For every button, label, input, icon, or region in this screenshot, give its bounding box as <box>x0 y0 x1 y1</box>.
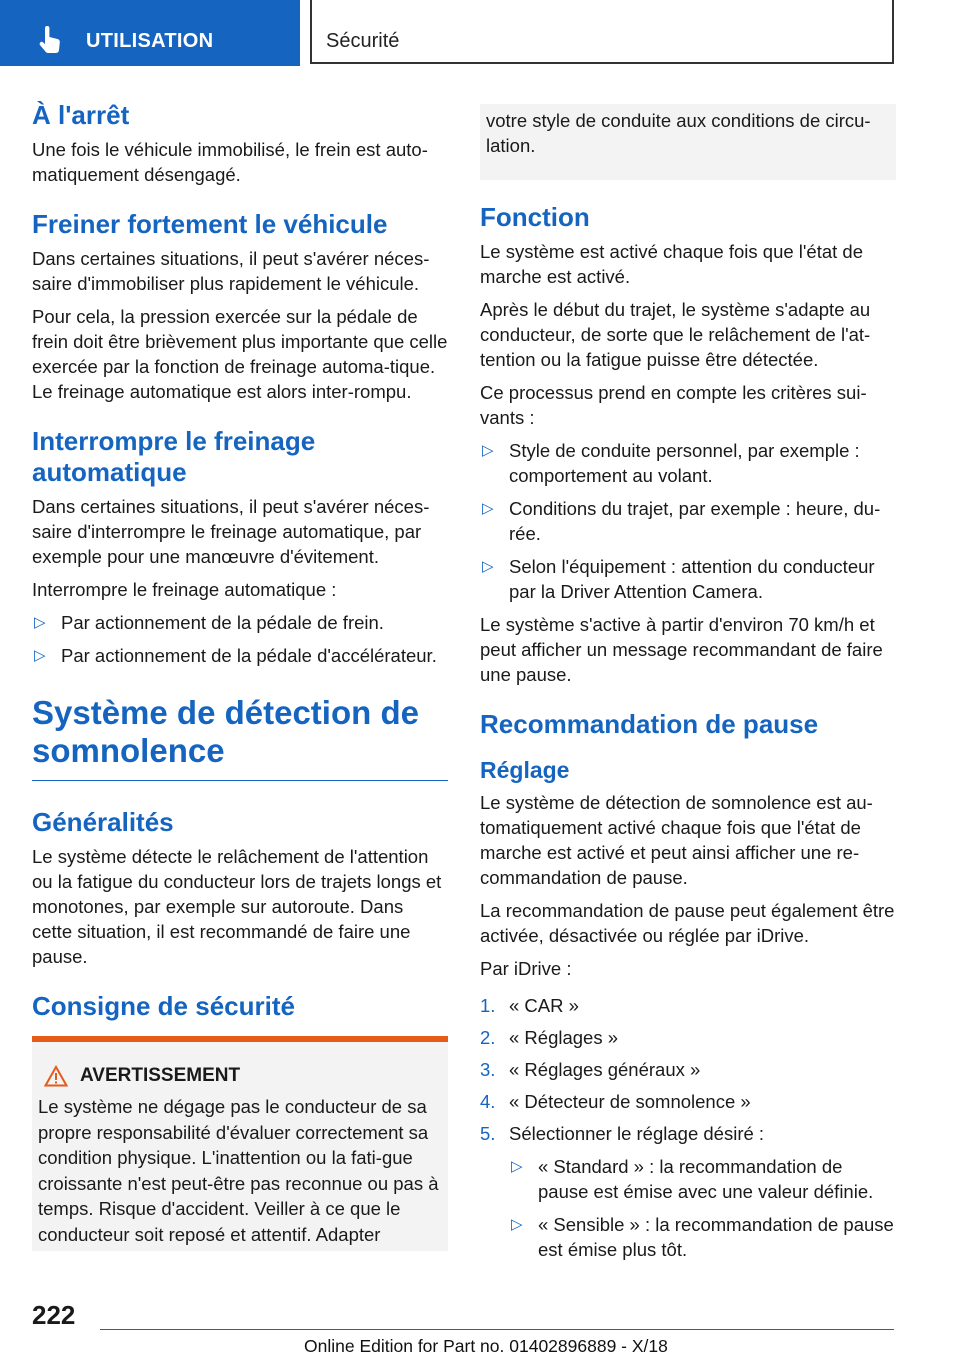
paragraph: Le système détecte le relâchement de l'attention ou la fatigue du conducteur lors de trajets longs et monotones, par exemple sur autoroute. Dans cette situation, il est recommandé de faire une pause. <box>32 846 442 967</box>
heading-stationary: À l'arrêt <box>32 100 130 130</box>
list-item: ▷ Par actionnement de la pédale de frein. <box>34 612 384 633</box>
list-item: ▷ Style de conduite personnel, par exemple : comportement au volant. <box>482 440 860 486</box>
paragraph: Dans certaines situations, il peut s'avérer néces-saire d'interrompre le freinage automatique, par exemple pour une manœuvre d'évitement. <box>32 496 430 567</box>
warning-text: Le système ne dégage pas le conducteur de sa propre responsabilité d'évaluer correctement sa condition physique. L'inattention ou la fati-gue croissante n'est peut-être pas reconnue ou pas à temps. Risque d'accident. Veiller à ce que le conducteur soit reposé et attentif. Adapter <box>38 1096 439 1245</box>
left-column <box>32 100 448 1251</box>
paragraph: Dans certaines situations, il peut s'avérer néces-saire d'immobiliser plus rapidement le véhicule. <box>32 248 430 294</box>
paragraph: Pour cela, la pression exercée sur la pédale de frein doit être brièvement plus importante que celle exercée par la fonction de freinage automa-tique. Le freinage automatique est alors inter-rompu. <box>32 306 448 402</box>
list-item: 3. « Réglages généraux » <box>480 1059 701 1080</box>
bullet-list <box>32 610 448 668</box>
steps-list <box>480 993 896 1262</box>
chapter-heading-drowsiness: Système de détection de somnolence <box>32 694 448 781</box>
bullet-list <box>480 438 896 604</box>
paragraph: La recommandation de pause peut également être activée, désactivée ou réglée par iDrive. <box>480 900 895 946</box>
list-item: ▷ Conditions du trajet, par exemple : heure, du-rée. <box>482 498 881 544</box>
heading-function: Fonction <box>480 202 590 232</box>
list-item: ▷ « Standard » : la recommandation de pause est émise avec une valeur définie. <box>511 1156 874 1202</box>
pointing-hand-icon <box>38 26 64 54</box>
heading-safety-note: Consigne de sécurité <box>32 991 295 1021</box>
section-title-box <box>310 0 894 64</box>
warning-continuation: votre style de conduite aux conditions de circu-lation. <box>480 104 896 180</box>
heading-general: Généralités <box>32 807 174 837</box>
heading-brake-hard: Freiner fortement le véhicule <box>32 209 388 239</box>
paragraph: Par iDrive : <box>480 958 572 979</box>
paragraph: Le système s'active à partir d'environ 70 km/h et peut afficher un message recommandant de faire une pause. <box>480 614 883 685</box>
list-item: 2. « Réglages » <box>480 1027 619 1048</box>
list-item: ▷ Selon l'équipement : attention du conducteur par la Driver Attention Camera. <box>482 556 875 602</box>
heading-setting: Réglage <box>480 757 570 783</box>
section-title: Sécurité <box>326 30 400 52</box>
list-item: 1. « CAR » <box>480 995 579 1016</box>
list-item: ▷ Par actionnement de la pédale d'accélérateur. <box>34 645 437 666</box>
footer-edition: Online Edition for Part no. 01402896889 - X/18 <box>304 1336 668 1356</box>
triangle-bullet-icon: ▷ <box>34 614 46 631</box>
paragraph: Le système de détection de somnolence est au-tomatiquement activé chaque fois que l'état de marche est activé et peut ainsi afficher une re-commandation de pause. <box>480 792 873 888</box>
triangle-bullet-icon: ▷ <box>511 1158 523 1175</box>
paragraph: Ce processus prend en compte les critères sui-vants : <box>480 382 867 428</box>
list-item: 4. « Détecteur de somnolence » <box>480 1091 751 1112</box>
triangle-bullet-icon: ▷ <box>482 500 494 517</box>
chapter-label: UTILISATION <box>86 30 214 52</box>
heading-interrupt-braking: Interrompre le freinage automatique <box>32 426 316 487</box>
heading-pause-recommendation: Recommandation de pause <box>480 709 819 739</box>
triangle-bullet-icon: ▷ <box>482 442 494 459</box>
page-number: 222 <box>32 1300 76 1330</box>
right-column <box>480 104 896 1270</box>
chapter-tab[interactable] <box>0 0 300 66</box>
paragraph: Interrompre le freinage automatique : <box>32 579 337 600</box>
paragraph: Une fois le véhicule immobilisé, le frein est auto-matiquement désengagé. <box>32 139 428 185</box>
warning-triangle-icon <box>44 1065 68 1087</box>
paragraph: Le système est activé chaque fois que l'état de marche est activé. <box>480 241 864 287</box>
sub-bullet-list <box>509 1154 896 1262</box>
list-item: 5. Sélectionner le réglage désiré : ▷ « Standard » : la recommandation de pause est émise avec une valeur définie. ▷ « Sensible » : la recommandation de pause est émise plus tôt. <box>480 1121 896 1262</box>
warning-box <box>32 1036 448 1251</box>
list-item: ▷ « Sensible » : la recommandation de pause est émise plus tôt. <box>511 1214 894 1260</box>
warning-title: AVERTISSEMENT <box>80 1065 241 1086</box>
footer-divider <box>100 1329 894 1330</box>
triangle-bullet-icon: ▷ <box>34 647 46 664</box>
triangle-bullet-icon: ▷ <box>482 558 494 575</box>
paragraph: Après le début du trajet, le système s'adapte au conducteur, de sorte que le relâchement de l'at-tention ou la fatigue puisse être détectée. <box>480 299 871 370</box>
triangle-bullet-icon: ▷ <box>511 1216 523 1233</box>
